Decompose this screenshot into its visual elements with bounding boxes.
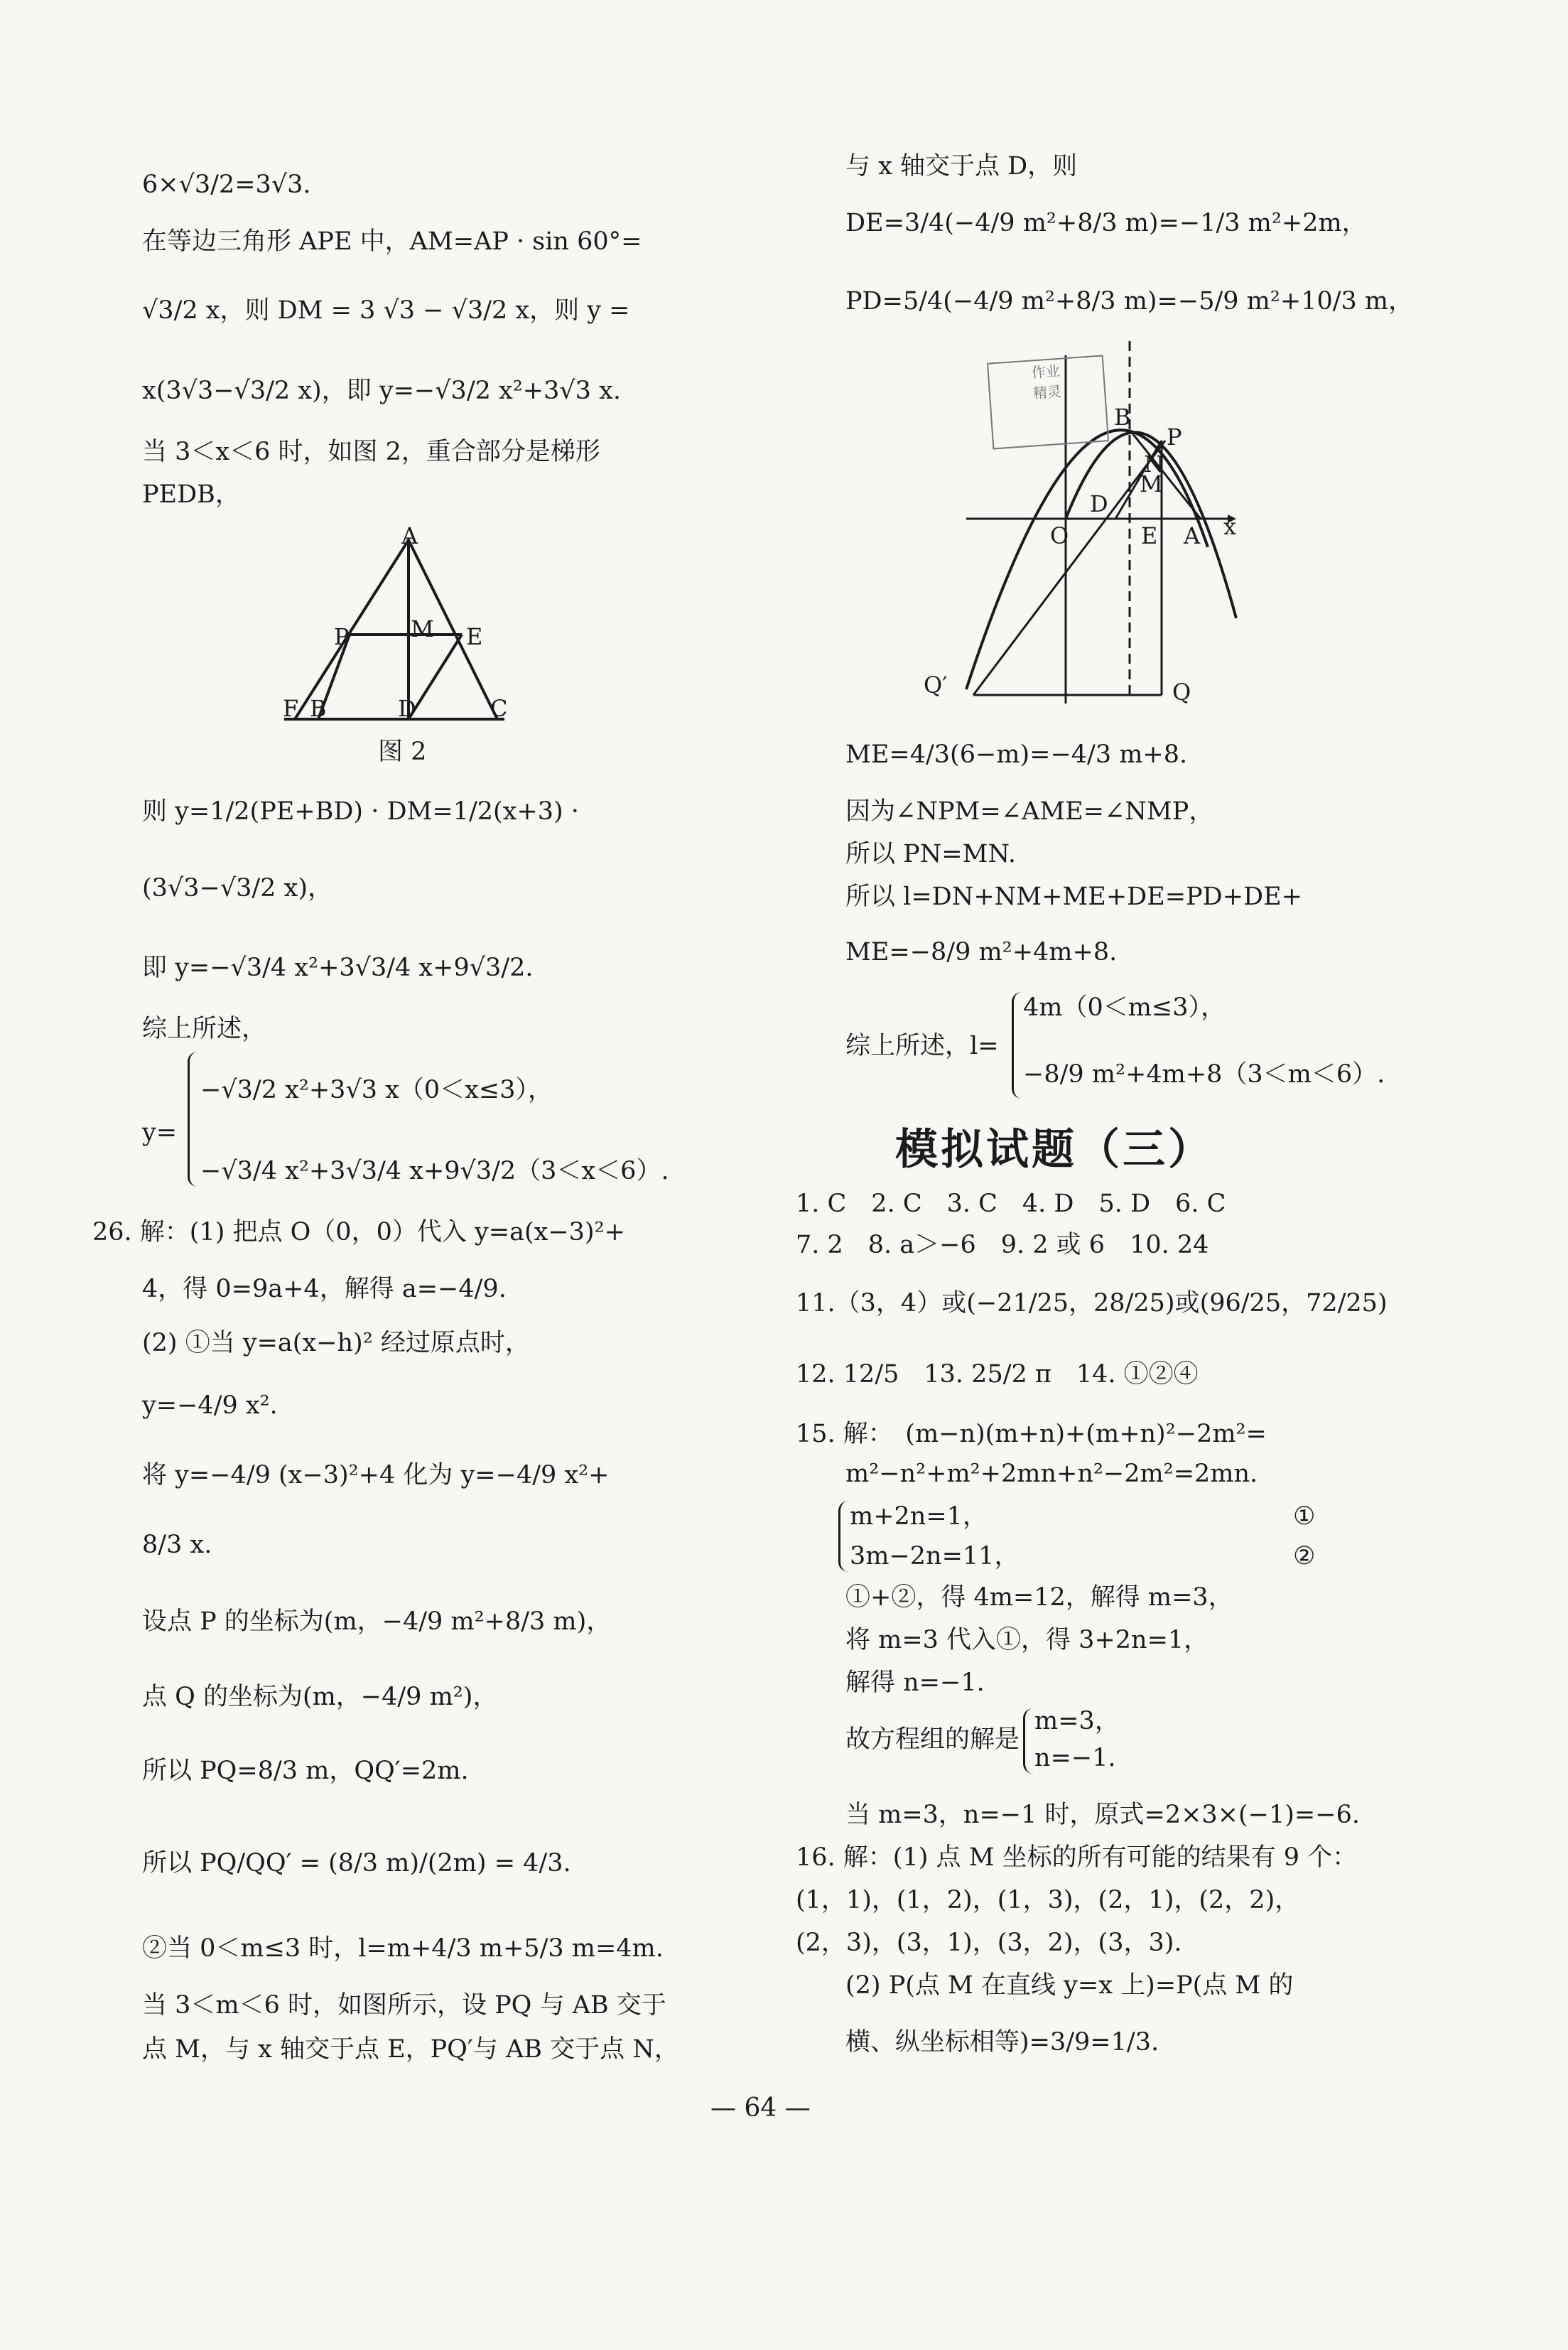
left-line-28: (2) ①当 y=a(x−h)² 经过原点时， [142, 1329, 530, 1357]
left-piece-2: −√3/4 x²+3√3/4 x+9√3/2（3＜x＜6）. [200, 1157, 669, 1185]
answer-line-16: 16. 解：(1) 点 M 坐标的所有可能的结果有 9 个： [796, 1843, 1358, 1872]
stamp-line-2: 精灵 [1032, 382, 1062, 402]
fig2-label-c: C [490, 695, 508, 722]
left-line-10: 综上所述， [142, 1015, 267, 1043]
left-line-32: 设点 P 的坐标为(m，−4/9 m²+8/3 m)， [142, 1607, 612, 1636]
answer-line-19: (2) P(点 M 在直线 y=x 上)=P(点 M 的 [845, 1971, 1294, 2000]
piecewise-brace-left [188, 1052, 200, 1187]
eq-marker-1: ① [1293, 1502, 1316, 1531]
parabola-label-e: E [1141, 522, 1158, 549]
piecewise-brace-right [1012, 992, 1024, 1099]
right-line-3: PD=5/4(−4/9 m²+8/3 m)=−5/9 m²+10/3 m， [845, 287, 1414, 316]
left-line-3: √3/2 x，则 DM = 3 √3 − √3/2 x，则 y = [142, 296, 630, 325]
answer-line-12: 故方程组的解是 [845, 1725, 1020, 1754]
right-piece-1: 4m（0＜m≤3）， [1023, 993, 1226, 1022]
right-line-5: 因为∠NPM=∠AME=∠NMP， [845, 797, 1214, 826]
parabola-label-o: O [1050, 522, 1069, 549]
right-line-8: ME=−8/9 m²+4m+8. [845, 938, 1118, 966]
right-line-9: 综上所述，l= [845, 1032, 999, 1060]
parabola-label-d: D [1090, 490, 1108, 517]
fig2-label-f: F [283, 695, 299, 722]
left-line-2: 在等边三角形 APE 中，AM=AP · sin 60°= [142, 227, 642, 256]
parabola-label-q-prime: Q′ [924, 672, 948, 699]
left-line-38: 点 M，与 x 轴交于点 E，PQ′与 AB 交于点 N， [142, 2035, 679, 2064]
system-brace [838, 1501, 849, 1572]
left-line-31: 8/3 x. [142, 1531, 212, 1559]
left-piece-1: −√3/2 x²+3√3 x（0＜x≤3）， [200, 1076, 553, 1104]
right-line-2: DE=3/4(−4/9 m²+8/3 m)=−1/3 m²+2m， [845, 209, 1367, 237]
left-line-5: 当 3＜x＜6 时，如图 2，重合部分是梯形 [142, 438, 600, 466]
answer-line-3: 11.（3，4）或(−21/25，28/25)或(96/25，72/25) [796, 1289, 1388, 1317]
left-line-4: x(3√3−√3/2 x)，即 y=−√3/2 x²+3√3 x. [142, 377, 621, 405]
stamp-line-1: 作业 [1031, 362, 1061, 382]
eq-marker-2: ② [1293, 1542, 1316, 1570]
answer-line-2: 7. 2 8. a＞−6 9. 2 或 6 10. 24 [796, 1231, 1209, 1259]
answer-line-1: 1. C 2. C 3. C 4. D 5. D 6. C [796, 1190, 1226, 1218]
right-line-6: 所以 PN=MN. [845, 840, 1016, 868]
fig2-label-p: P [334, 623, 350, 650]
answer-line-4: 12. 12/5 13. 25/2 π 14. ①②④ [796, 1360, 1199, 1389]
parabola-label-a: A [1184, 522, 1201, 549]
fig2-label-d: D [398, 695, 416, 722]
left-line-9: 即 y=−√3/4 x²+3√3/4 x+9√3/2. [142, 954, 534, 982]
parabola-label-n: N [1144, 451, 1164, 478]
parabola-label-b: B [1114, 404, 1131, 431]
left-line-7: 则 y=1/2(PE+BD) · DM=1/2(x+3) · [142, 797, 579, 826]
parabola-label-p: P [1167, 424, 1182, 451]
system-eq-2: 3m−2n=11， [850, 1542, 1020, 1570]
solution-m: m=3， [1034, 1707, 1120, 1735]
fig2-label-m: M [411, 615, 434, 642]
answer-line-5: 15. 解： (m−n)(m+n)+(m+n)²−2m²= [796, 1420, 1267, 1448]
left-line-26: 26. 解：(1) 把点 O（0，0）代入 y=a(x−3)²+ [92, 1218, 625, 1246]
answer-line-18: (2，3)，(3，1)，(3，2)，(3，3). [796, 1929, 1182, 1957]
fig2-label-e: E [466, 623, 483, 650]
parabola-label-x: x [1223, 513, 1237, 540]
answer-line-9: ①+②，得 4m=12，解得 m=3， [845, 1583, 1233, 1612]
answer-line-20: 横、纵坐标相等)=3/9=1/3. [845, 2028, 1159, 2057]
figure-2-caption: 图 2 [378, 738, 427, 766]
answer-line-11: 解得 n=−1. [845, 1669, 985, 1697]
page-number: — 64 — [710, 2093, 811, 2123]
answer-line-6: m²−n²+m²+2mn+n²−2m²=2mn. [845, 1460, 1258, 1488]
parabola-label-m: M [1140, 470, 1163, 497]
answer-line-10: 将 m=3 代入①，得 3+2n=1， [845, 1626, 1209, 1654]
left-line-35: 所以 PQ/QQ′ = (8/3 m)/(2m) = 4/3. [142, 1849, 571, 1877]
left-line-29: y=−4/9 x². [142, 1391, 278, 1420]
parabola-label-q: Q [1172, 679, 1191, 706]
piecewise-y-lead: y= [142, 1119, 178, 1147]
left-line-37: 当 3＜m＜6 时，如图所示，设 PQ 与 AB 交于 [142, 1991, 666, 2020]
left-line-6: PEDB， [142, 480, 240, 509]
solution-n: n=−1. [1034, 1744, 1116, 1772]
solution-brace [1023, 1708, 1034, 1774]
left-line-1: 6×√3/2=3√3. [142, 171, 311, 199]
answer-line-15: 当 m=3，n=−1 时，原式=2×3×(−1)=−6. [845, 1801, 1360, 1829]
section-title: 模拟试题（三） [895, 1125, 1213, 1175]
right-piece-2: −8/9 m²+4m+8（3＜m＜6）. [1023, 1060, 1385, 1089]
left-line-33: 点 Q 的坐标为(m，−4/9 m²)， [142, 1683, 498, 1711]
system-eq-1: m+2n=1， [850, 1502, 988, 1531]
stamp-logo [987, 355, 1109, 449]
right-line-7: 所以 l=DN+NM+ME+DE=PD+DE+ [845, 883, 1302, 911]
answer-line-17: (1，1)，(1，2)，(1，3)，(2，1)，(2，2)， [796, 1886, 1300, 1914]
right-line-4: ME=4/3(6−m)=−4/3 m+8. [845, 740, 1188, 769]
left-line-34: 所以 PQ=8/3 m，QQ′=2m. [142, 1757, 469, 1785]
fig2-label-a: A [401, 522, 418, 549]
right-line-1: 与 x 轴交于点 D，则 [845, 152, 1078, 180]
left-line-27: 4，得 0=9a+4，解得 a=−4/9. [142, 1275, 507, 1303]
left-line-36: ②当 0＜m≤3 时，l=m+4/3 m+5/3 m=4m. [142, 1934, 664, 1963]
left-line-30: 将 y=−4/9 (x−3)²+4 化为 y=−4/9 x²+ [142, 1461, 610, 1489]
fig2-label-b: B [310, 695, 327, 722]
left-line-8: (3√3−√3/2 x)， [142, 874, 332, 902]
